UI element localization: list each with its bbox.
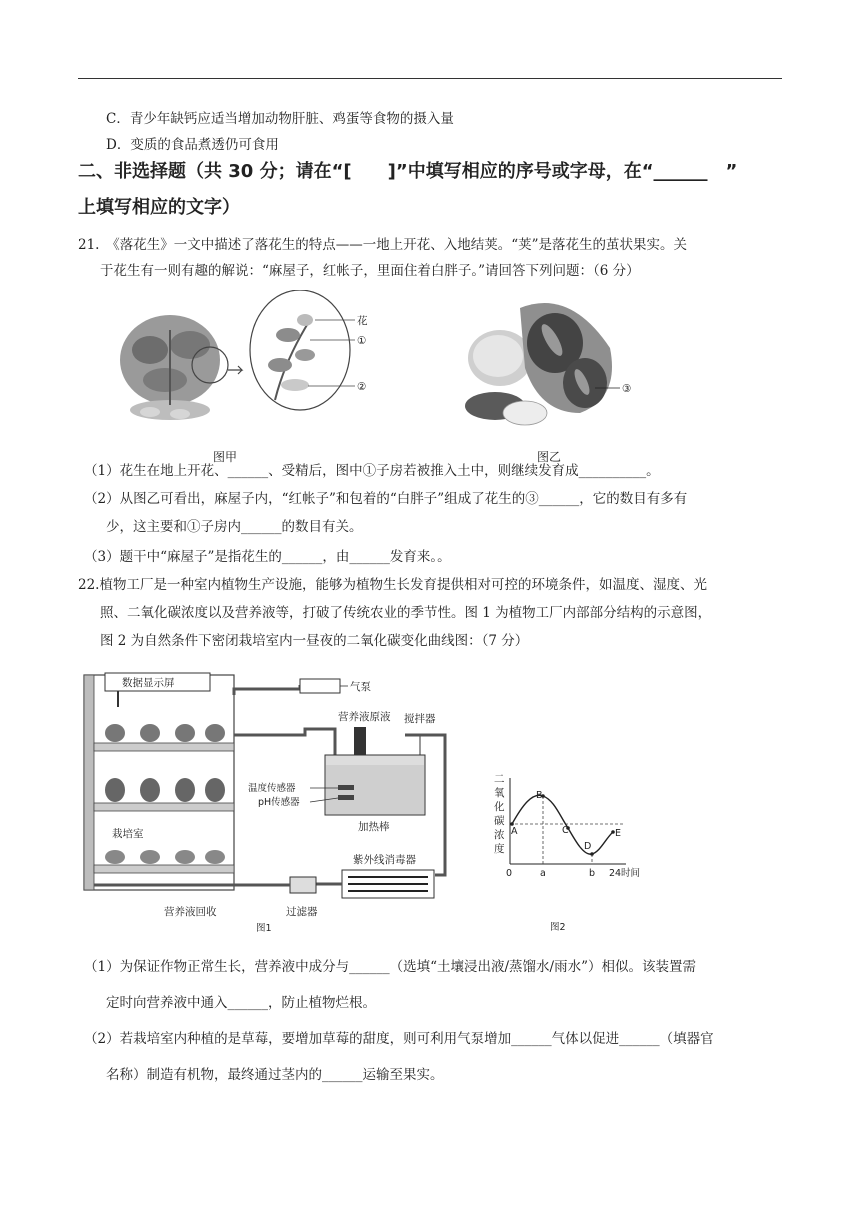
label-filter: 过滤器 [286,906,318,918]
section-title-line1: 二、非选择题（共 30 分；请在“[ ]”中填写相应的序号或字母，在“______ ” [78,161,738,182]
q22-intro-line3: 图 2 为自然条件下密闭栽培室内一昼夜的二氧化碳变化曲线图：（7 分） [100,633,529,649]
label-stock: 营养液原液 [338,711,391,723]
section-title-line2: 上填写相应的文字） [78,197,240,218]
plants-row-3 [105,850,225,864]
zoomed-branch [268,314,315,400]
caption-fig1: 图1 [256,923,272,934]
figure-peanut-plant [110,290,400,450]
point-d: D [584,841,592,852]
label-ph-sensor: pH传感器 [258,797,300,808]
svg-text:度: 度 [494,843,505,855]
tick-24: 24 [609,868,622,879]
q21-intro-line2: 于花生有一则有趣的解说：“麻屋子，红帐子，里面住着白胖子。”请回答下列问题：（6 分） [100,263,640,279]
label-pump: 气泵 [350,681,371,693]
q21-sub3: （3）题干中“麻屋子”是指花生的______，由______发育来。。 [84,549,451,565]
q22-sub1-line2: 定时向营养液中通入______，防止植物烂根。 [106,995,376,1011]
plant-illustration [120,315,220,420]
label-ovary-1: ① [357,335,367,347]
tick-a: a [540,868,546,879]
point-a: A [511,826,518,837]
svg-text:化: 化 [494,801,505,813]
origin-label: 0 [506,868,513,879]
point-b: B [536,790,543,801]
q22-intro-line2: 照、二氧化碳浓度以及营养液等，打破了传统农业的季节性。图 1 为植物工厂内部部分结构的示意图， [100,605,712,621]
x-axis-label: 时间 [621,868,641,879]
label-heater: 加热棒 [358,821,390,833]
q22-sub2-line2: 名称）制造有机物，最终通过茎内的______运输至果实。 [106,1067,444,1083]
figure-plant-factory [80,665,470,935]
header-rule [78,78,782,79]
label-2: ② [357,381,367,393]
label-temp-sensor: 温度传感器 [248,783,296,794]
q21-intro-line1: 21. 《落花生》一文中描述了落花生的特点——一地上开花、入地结荚。“荚”是落花生的茧状果实。关 [78,237,688,253]
q21-sub1: （1）花生在地上开花、______、受精后，图中①子房若被推入土中，则继续发育成__________。 [84,463,660,479]
option-c: C．青少年缺钙应适当增加动物肝脏、鸡蛋等食物的摄入量 [106,111,454,127]
caption-fig-a: 图甲 [213,450,238,464]
point-c: C [562,825,569,836]
caption-fig-b: 图乙 [537,450,562,464]
label-flower: 花 [357,315,368,327]
option-d: D．变质的食品煮透仍可食用 [106,137,279,153]
plants-row-2 [105,778,225,802]
figure-peanut-pod [460,288,650,438]
q21-sub2-line1: （2）从图乙可看出，麻屋子内，“红帐子”和包着的“白胖子”组成了花生的③______，它的数目有多有 [84,491,688,507]
svg-text:碳: 碳 [494,815,505,827]
q22-sub1-line1: （1）为保证作物正常生长，营养液中成分与______（选填“土壤浸出液/蒸馏水/雨水”）相似。该装置需 [84,959,696,975]
q22-intro-line1: 22.植物工厂是一种室内植物生产设施，能够为植物生长发育提供相对可控的环境条件，如温度、湿度、光 [78,577,707,593]
label-room: 栽培室 [112,828,144,840]
q21-sub2-line2: 少，这主要和①子房内______的数目有关。 [106,519,363,535]
figure-co2-curve [488,770,663,935]
q22-sub2-line1: （2）若栽培室内种植的是草莓，要增加草莓的甜度，则可利用气泵增加______气体以促进______（填器官 [84,1031,714,1047]
svg-text:浓: 浓 [494,829,505,841]
svg-text:二: 二 [494,773,505,785]
tick-b: b [589,868,596,879]
label-recycle: 营养液回收 [164,906,217,918]
label-display: 数据显示屏 [122,677,175,689]
point-e: E [615,828,622,839]
label-stirrer: 搅拌器 [404,713,436,725]
y-axis-label [494,773,505,855]
caption-fig2: 图2 [550,922,566,933]
svg-text:氧: 氧 [494,787,505,799]
label-uv: 紫外线消毒器 [353,854,416,866]
plants-row-1 [105,724,225,742]
label-seed-3: ③ [622,383,632,395]
